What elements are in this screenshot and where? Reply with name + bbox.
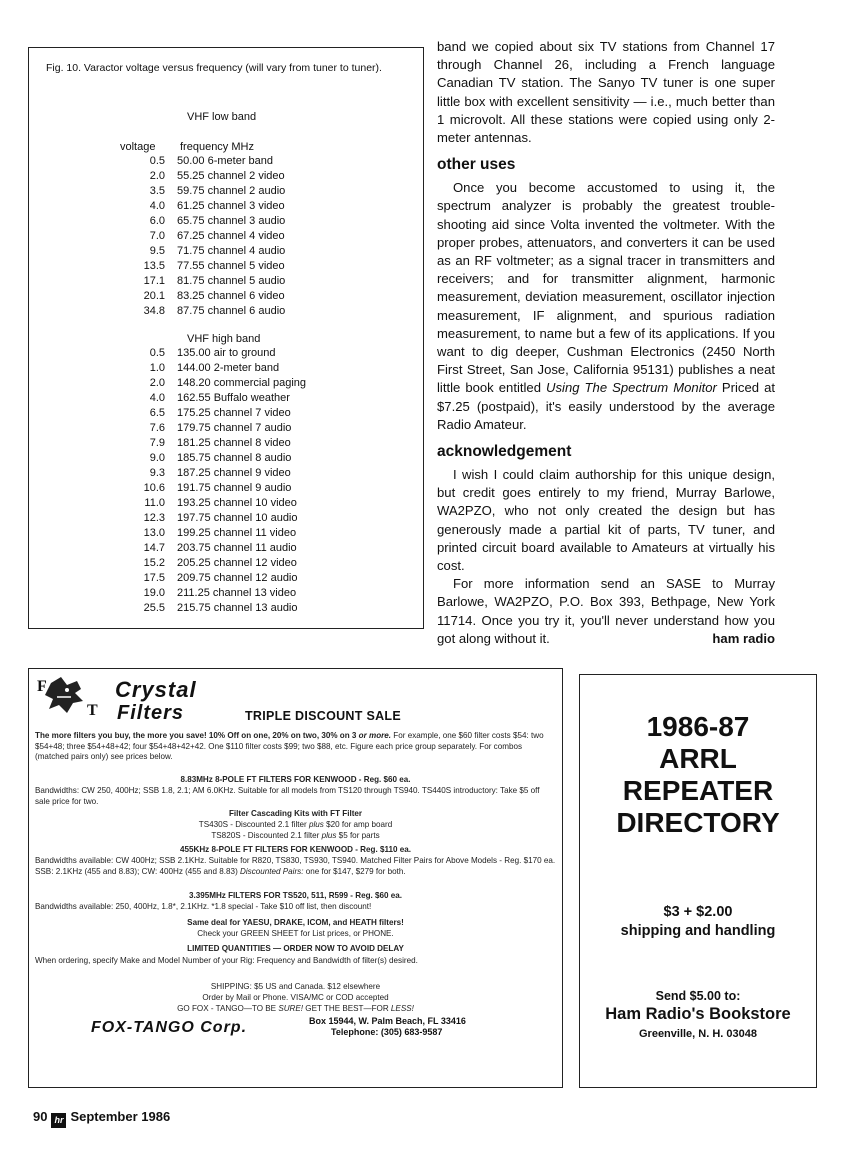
frequency-cell: 191.75 channel 9 audio — [177, 482, 292, 494]
frequency-cell: 209.75 channel 12 audio — [177, 572, 298, 584]
frequency-cell: 162.55 Buffalo weather — [177, 392, 290, 404]
ad-text-emph: SURE! — [278, 1004, 304, 1013]
voltage-cell: 7.6 — [149, 422, 165, 434]
article-paragraph — [437, 179, 775, 434]
ad-text-emph: plus — [321, 831, 337, 840]
price-line: shipping and handling — [620, 923, 776, 939]
figure-caption: Fig. 10. Varactor voltage versus frequency (will vary from tuner to tuner). — [46, 62, 382, 74]
paragraph-text: Priced at $7.25 (postpaid), it's easily understood by the average Radio Amateur. — [437, 380, 776, 432]
store-city: Greenville, N. H. 03048 — [638, 1028, 757, 1040]
voltage-cell: 6.0 — [149, 215, 165, 227]
voltage-cell: 13.0 — [143, 527, 165, 539]
page-number: 90 — [33, 1109, 48, 1124]
voltage-cell: 14.7 — [143, 542, 165, 554]
ad-text: $20 for amp board — [323, 820, 393, 829]
ad-title-crystal: Crystal — [115, 677, 197, 702]
ad-section-text: Bandwidths: CW 250, 400Hz; SSB 1.8, 2.1; AM 6.0KHz. Suitable for all models from TS120 through TS940. TS440S introductory: Take $5 off sale price for two. — [35, 786, 540, 806]
ad-section-heading: 455KHz 8-POLE FT FILTERS FOR KENWOOD - Reg. $110 ea. — [179, 845, 411, 854]
company-name: FOX-TANGO Corp. — [91, 1019, 248, 1036]
voltage-cell: 9.3 — [149, 467, 165, 479]
section-heading-acknowledgement: acknowledgement — [437, 443, 572, 461]
frequency-cell: 205.25 channel 12 video — [177, 557, 297, 569]
article-column — [437, 38, 775, 648]
send-instruction: Send $5.00 to: — [655, 989, 741, 1003]
frequency-cell: 50.00 6-meter band — [177, 155, 274, 167]
frequency-cell: 61.25 channel 3 video — [177, 200, 285, 212]
voltage-cell: 1.0 — [149, 362, 165, 374]
ad-section-heading: Same deal for YAESU, DRAKE, ICOM, and HEATH filters! — [187, 918, 404, 927]
paragraph-text: Once you become accustomed to using it, the spectrum analyzer is probably the greatest trouble-shooting aid since Volta invented the voltmeter. With the proper probes, attenuators, and converters it can be used as an RF voltmeter; as a signal tracer in transmitters and receivers; and for transmitter alignment, harmonic measurement, deviation measurement, oscillator injection measurement, IF alignment, and spurious radiation measurement, to name but a few of its applications. If you want to dig deeper, Cushman Electronics (2450 North First Street, San Jose, California 95131) publishes a neat little book entitled — [437, 180, 775, 396]
ad-text: TS430S - Discounted 2.1 filter — [198, 820, 307, 829]
frequency-cell: 193.25 channel 10 video — [177, 497, 297, 509]
frequency-cell: 185.75 channel 8 audio — [177, 452, 292, 464]
ad-section-text: Bandwidths available: 250, 400Hz, 1.8*, 2.1KHz. *1.8 special - Take $10 off list, then discount! — [35, 902, 372, 911]
ad-ordering: Order by Mail or Phone. VISA/MC or COD accepted — [202, 993, 389, 1002]
column-frequency-header: frequency MHz — [180, 141, 254, 153]
frequency-cell: 55.25 channel 2 video — [177, 170, 285, 182]
voltage-cell: 9.0 — [149, 452, 165, 464]
title-line: REPEATER — [622, 775, 774, 806]
frequency-cell: 135.00 air to ground — [177, 347, 276, 359]
voltage-cell: 4.0 — [149, 392, 165, 404]
voltage-cell: 19.0 — [143, 587, 165, 599]
fox-tango-ad — [28, 668, 563, 1088]
voltage-cell: 9.5 — [149, 245, 165, 257]
ad-intro-bold: The more filters you buy, the more you save! 10% Off on one, 20% on two, 30% on 3 — [35, 731, 357, 740]
ad-text-emph: LESS! — [390, 1004, 414, 1013]
frequency-cell: 179.75 channel 7 audio — [177, 422, 292, 434]
page-footer — [33, 1109, 170, 1128]
article-paragraph: I wish I could claim authorship for this unique design, but credit goes entirely to my friend, Murray Barlowe, WA2PZO, who not only created the design but has generously made a partial kit of parts, TV tuner, and printed circuit board available to Amateurs at virtually his cost. — [437, 467, 775, 574]
title-line: 1986-87 — [646, 711, 750, 742]
arrl-directory-ad — [579, 674, 817, 1088]
frequency-cell: 215.75 channel 13 audio — [177, 602, 298, 614]
voltage-cell: 6.5 — [149, 407, 165, 419]
low-band-title: VHF low band — [187, 111, 257, 123]
frequency-cell: 65.75 channel 3 audio — [177, 215, 286, 227]
voltage-cell: 12.3 — [143, 512, 165, 524]
ad-section-heading: Filter Cascading Kits with FT Filter — [228, 809, 363, 818]
frequency-cell: 144.00 2-meter band — [177, 362, 280, 374]
frequency-cell: 199.25 channel 11 video — [177, 527, 297, 539]
ad-section-text — [35, 820, 556, 831]
ad-title-filters: Filters — [117, 702, 185, 724]
logo-letter-f: F — [37, 678, 47, 695]
voltage-cell: 15.2 — [143, 557, 165, 569]
title-line: DIRECTORY — [616, 807, 780, 838]
frequency-cell: 203.75 channel 11 audio — [177, 542, 297, 554]
ad-text-emph: plus — [308, 820, 324, 829]
voltage-cell: 4.0 — [149, 200, 165, 212]
ad-text: one for $147, $279 for both. — [303, 866, 406, 876]
frequency-cell: 181.25 channel 8 video — [177, 437, 291, 449]
ad-slogan — [35, 1004, 556, 1015]
section-heading-other-uses: other uses — [437, 156, 516, 174]
ham-radio-logo-icon: hr — [51, 1113, 66, 1128]
ad-text: TS820S - Discounted 2.1 filter — [211, 831, 320, 840]
directory-title — [580, 711, 816, 839]
voltage-cell: 2.0 — [149, 170, 165, 182]
ad-section-heading: 3.395MHz FILTERS FOR TS520, 511, R599 - Reg. $60 ea. — [188, 891, 403, 900]
frequency-cell: 67.25 channel 4 video — [177, 230, 285, 242]
ad-section-heading: 8.83MHz 8-POLE FT FILTERS FOR KENWOOD - Reg. $60 ea. — [180, 775, 411, 784]
title-line: ARRL — [659, 743, 737, 774]
voltage-cell: 20.1 — [143, 290, 165, 302]
ad-intro — [35, 731, 556, 763]
ad-text: Bandwidths available: CW 400Hz; SSB 2.1KHz. Suitable for R820, TS830, TS930, TS940. Matched Filter Pairs for Above Models - Reg. $170 ea. SSB: 2.1KHz (455 and 8.83); CW: 400Hz (455 and 8.83) — [35, 856, 556, 876]
voltage-cell: 13.5 — [143, 260, 165, 272]
high-band-title: VHF high band — [187, 333, 261, 345]
logo-letter-t: T — [87, 702, 98, 717]
issue-date: September 1986 — [70, 1109, 171, 1124]
ad-sale-heading: TRIPLE DISCOUNT SALE — [245, 709, 402, 723]
ad-text: GO FOX - TANGO—TO BE — [177, 1004, 277, 1013]
column-voltage-header: voltage — [120, 141, 156, 153]
ad-section-text — [35, 856, 556, 877]
ad-intro-emph: or more. — [358, 731, 392, 740]
ad-section-text — [35, 831, 556, 842]
address-line: Box 15944, W. Palm Beach, FL 33416 — [309, 1016, 466, 1026]
book-title: Using The Spectrum Monitor — [546, 380, 717, 396]
ad-text: GET THE BEST—FOR — [303, 1004, 389, 1013]
frequency-cell: 83.25 channel 6 video — [177, 290, 285, 302]
frequency-cell: 211.25 channel 13 video — [177, 587, 297, 599]
voltage-cell: 0.5 — [149, 155, 165, 167]
ad-section-text: When ordering, specify Make and Model Number of your Rig: Frequency and Bandwidth of filter(s) desired. — [35, 956, 418, 965]
ad-section-heading: LIMITED QUANTITIES — ORDER NOW TO AVOID DELAY — [187, 944, 404, 953]
frequency-cell: 71.75 channel 4 audio — [177, 245, 286, 257]
ad-text-emph: Discounted Pairs: — [240, 866, 304, 876]
frequency-cell: 175.25 channel 7 video — [177, 407, 291, 419]
frequency-cell: 187.25 channel 9 video — [177, 467, 291, 479]
voltage-cell: 0.5 — [149, 347, 165, 359]
store-name: Ham Radio's Bookstore — [605, 1005, 791, 1023]
ad-intro-text: For example, one $60 filter costs $54: two $54+48; three $54+48+42; four $54+48+42+42. One $110 filter costs $99; two $88, etc. Figure each price group separately. For combos (matched pairs only) see prices below. — [35, 731, 544, 762]
ad-shipping: SHIPPING: $5 US and Canada. $12 elsewhere — [210, 982, 381, 991]
frequency-cell: 77.55 channel 5 video — [177, 260, 285, 272]
voltage-cell: 34.8 — [143, 305, 165, 317]
price-line: $3 + $2.00 — [663, 904, 733, 920]
article-paragraph: band we copied about six TV stations from Channel 17 through Channel 26, including a French language Canadian TV station. The Sanyo TV tuner is one super little box with excellent sensitivity — i.e., much better than 1 microvolt. All these stations were copied using only 2-meter antennas. — [437, 39, 775, 146]
frequency-cell: 197.75 channel 10 audio — [177, 512, 298, 524]
fox-logo-icon — [37, 675, 107, 717]
frequency-cell: 148.20 commercial paging — [177, 377, 307, 389]
voltage-cell: 17.5 — [143, 572, 165, 584]
frequency-cell: 59.75 channel 2 audio — [177, 185, 286, 197]
article-paragraph — [437, 575, 775, 648]
ad-section-text: Check your GREEN SHEET for List prices, or PHONE. — [197, 929, 394, 938]
paragraph-text: For more information send an SASE to Murray Barlowe, WA2PZO, P.O. Box 393, Bethpage, New York 11714. Once you try it, you'll never understand how you got along without it. — [437, 576, 775, 646]
price — [580, 903, 816, 941]
voltage-cell: 2.0 — [149, 377, 165, 389]
voltage-cell: 25.5 — [143, 602, 165, 614]
company-address — [309, 1016, 466, 1038]
telephone: Telephone: (305) 683-9587 — [331, 1027, 443, 1037]
voltage-cell: 11.0 — [144, 497, 165, 509]
frequency-cell: 87.75 channel 6 audio — [177, 305, 286, 317]
ad-text: $5 for parts — [336, 831, 380, 840]
frequency-cell: 81.75 channel 5 audio — [177, 275, 286, 287]
voltage-cell: 10.6 — [143, 482, 165, 494]
signature: ham radio — [712, 630, 775, 646]
voltage-cell: 3.5 — [149, 185, 165, 197]
voltage-cell: 17.1 — [143, 275, 165, 287]
voltage-cell: 7.0 — [149, 230, 165, 242]
voltage-cell: 7.9 — [149, 437, 165, 449]
